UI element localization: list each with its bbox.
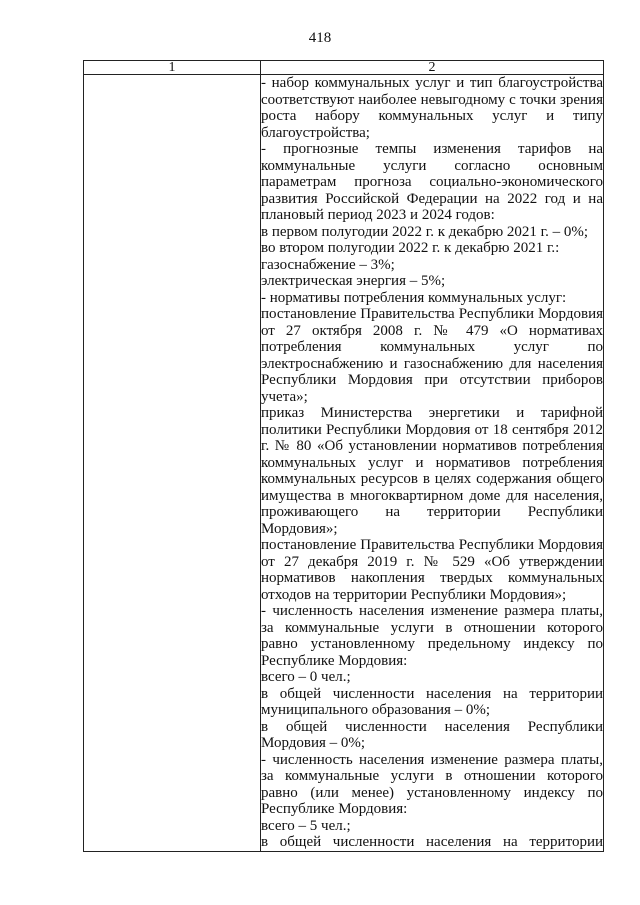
paragraph: - нормативы потребления коммунальных услуг:	[261, 289, 567, 306]
paragraph: в первом полугодии 2022 г. к декабрю 2021 г. – 0%;	[261, 223, 589, 240]
paragraph: постановление Правительства Республики Мордовия от 27 октября 2008 г. № 479 «О нормативах потребления коммунальных услуг по электроснабжению и газоснабжению для населения Республики Мордовия при отсутствии приборов учета»;	[261, 306, 603, 405]
page-number: 418	[308, 30, 332, 46]
table-header-row	[84, 61, 604, 75]
paragraph: - набор коммунальных услуг и тип благоустройства соответствуют наиболее невыгодному с точки зрения роста набору коммунальных услуг и типу благоустройства;	[261, 75, 603, 141]
empty-cell	[84, 75, 261, 852]
paragraph: - численность населения изменение размера платы, за коммунальные услуги в отношении которого равно установленному предельному индексу по Республике Мордовия:	[261, 603, 603, 669]
paragraph: всего – 5 чел.;	[261, 817, 351, 834]
paragraph: - численность населения изменение размера платы, за коммунальные услуги в отношении которого равно (или менее) установленному индексу по Республике Мордовия:	[261, 751, 603, 817]
document-table	[83, 60, 604, 852]
paragraph: в общей численности населения на территории	[261, 834, 603, 850]
content-cell	[261, 75, 604, 852]
paragraph: всего – 0 чел.;	[261, 669, 351, 685]
table-row	[84, 75, 604, 852]
paragraph: - прогнозные темпы изменения тарифов на коммунальные услуги согласно основным параметрам прогноза социально-экономического развития Российской Федерации на 2022 год и на плановый период 2023 и 2024 годов:	[261, 141, 603, 223]
paragraph: во втором полугодии 2022 г. к декабрю 2021 г.:	[261, 240, 560, 256]
paragraph: электрическая энергия – 5%;	[261, 273, 446, 289]
column-header-1: 1	[84, 61, 261, 75]
paragraph: приказ Министерства энергетики и тарифной политики Республики Мордовия от 18 сентября 2012 г. № 80 «Об установлении нормативов потребления коммунальных услуг и нормативов потребления коммунальных ресурсов в целях содержания общего имущества в многоквартирном доме для населения, проживающего на территории Республики Мордовия»;	[261, 405, 603, 537]
paragraph: постановление Правительства Республики Мордовия от 27 декабря 2019 г. № 529 «Об утверждении нормативов накопления твердых коммунальных отходов на территории Республики Мордовия»;	[261, 537, 603, 603]
paragraph: в общей численности населения на территории муниципального образования – 0%;	[261, 685, 603, 718]
paragraph: газоснабжение – 3%;	[261, 256, 395, 273]
paragraph: в общей численности населения Республики Мордовия – 0%;	[261, 718, 603, 751]
column-header-2: 2	[261, 61, 604, 75]
